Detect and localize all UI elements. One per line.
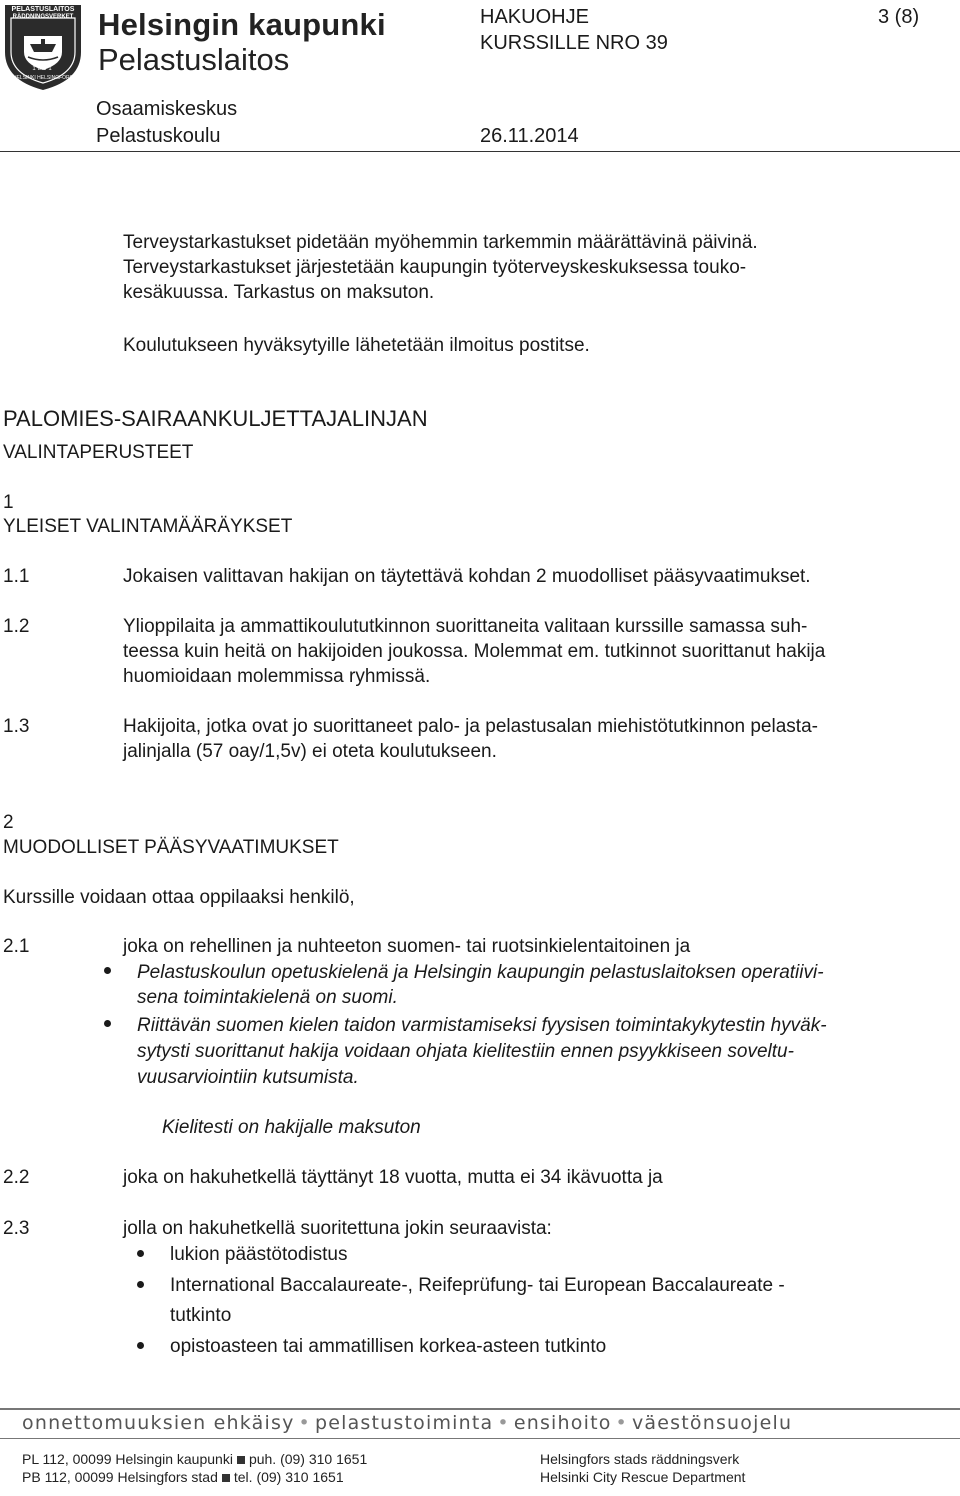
doc-subtitle: KURSSILLE NRO 39 [480,32,668,54]
contact-swedish [22,1468,344,1486]
intro-line-3: kesäkuussa. Tarkastus on maksuton. [123,282,435,303]
item-2-1-number: 2.1 [3,936,30,957]
seal-text-top: PELASTUSLAITOS [11,6,75,13]
square-separator-icon [222,1474,230,1482]
item-2-1-bullet-2-line-1: Riittävän suomen kielen taidon varmistamiseksi fyysisen toimintakykytestin hyväk- [137,1015,827,1036]
swedish-dept-name: Helsingfors stads räddningsverk [540,1451,740,1467]
item-2-1-bullet-2-line-2: sytysti suorittanut hakija voidaan ohjata kielitestiin ennen psyykkiseen soveltu- [137,1041,794,1062]
fi-phone: puh. (09) 310 1651 [248,1451,368,1467]
square-separator-icon [237,1456,245,1464]
bullet-marker [137,1342,144,1349]
footer-bottom-rule [0,1438,960,1439]
intro-line-2: Terveystarkastukset järjestetään kaupungin työterveyskeskuksessa touko- [123,257,747,278]
department: Osaamiskeskus [96,98,238,120]
city-seal-logo [2,2,84,92]
item-2-2-number: 2.2 [3,1167,30,1188]
separator-dot-icon: • [298,1412,311,1434]
separator-dot-icon: • [615,1412,628,1434]
slogan-rescue: pelastustoiminta [314,1412,494,1434]
item-1-1-number: 1.1 [3,566,30,587]
section-2-intro: Kurssille voidaan ottaa oppilaaksi henkilö, [3,887,355,908]
seal-text-mid: RÄDDNINGSVERKET [12,14,74,20]
item-1-3-line-2: jalinjalla (57 oay/1,5v) ei oteta koulutukseen. [123,741,497,762]
date: 26.11.2014 [480,125,579,147]
slogan-prevention: onnettomuuksien ehkäisy [22,1412,295,1434]
item-1-1-text: Jokaisen valittavan hakijan on täytettävä kohdan 2 muodolliset pääsyvaatimukset. [123,566,811,587]
item-1-2-line-2: teessa kuin heitä on hakijoiden joukossa. Molemmat em. tutkinnot suorittanut hakija [123,641,826,662]
item-2-3-text: jolla on hakuhetkellä suoritettuna jokin seuraavista: [123,1218,552,1239]
doc-type: HAKUOHJE [480,6,589,28]
org-unit: Pelastuslaitos [98,42,290,77]
item-2-1-bullet-1-line-2: sena toimintakielenä on suomi. [137,987,398,1008]
item-2-2-text: joka on hakuhetkellä täyttänyt 18 vuotta, mutta ei 34 ikävuotta ja [123,1167,663,1188]
item-2-1-bullet-1-line-1: Pelastuskoulun opetuskielenä ja Helsingin kaupungin pelastuslaitoksen operatiivi- [137,962,824,983]
item-1-2-line-1: Ylioppilaita ja ammattikoulututkinnon suorittaneita valitaan kurssille samassa suh- [123,616,808,637]
item-2-1-text: joka on rehellinen ja nuhteeton suomen- tai ruotsinkielentaitoinen ja [123,936,691,957]
slogan-civil-defence: väestönsuojelu [631,1412,793,1434]
item-2-3-bullet-1: lukion päästötodistus [170,1244,348,1265]
item-1-2-line-3: huomioidaan molemmissa ryhmissä. [123,666,431,687]
seal-text-bottom: HELSINKI HELSINGFORS [12,75,73,81]
sv-phone: tel. (09) 310 1651 [233,1469,344,1485]
contact-finnish [22,1450,367,1468]
org-name: Helsingin kaupunki [98,7,386,42]
slogan-ems: ensihoito [513,1412,612,1434]
fi-address: PL 112, 00099 Helsingin kaupunki [22,1451,233,1467]
sv-address: PB 112, 00099 Helsingfors stad [22,1469,218,1485]
section-2-number: 2 [3,812,14,833]
section-1-title: YLEISET VALINTAMÄÄRÄYKSET [3,516,293,537]
item-2-1-bullet-2-line-3: vuusarviointiin kutsumista. [137,1067,359,1088]
bullet-marker [137,1250,144,1257]
notice-text: Koulutukseen hyväksytyille lähetetään ilmoitus postitse. [123,335,590,356]
separator-dot-icon: • [497,1412,510,1434]
footer-top-rule [0,1408,960,1410]
bullet-marker [137,1281,144,1288]
section-1-number: 1 [3,492,14,513]
item-1-3-number: 1.3 [3,716,30,737]
item-2-3-bullet-2-line-1: International Baccalaureate-, Reifeprüfung- tai European Baccalaureate - [170,1275,785,1296]
item-2-3-bullet-3: opistoasteen tai ammatillisen korkea-asteen tutkinto [170,1336,607,1357]
school: Pelastuskoulu [96,125,221,147]
english-dept-name: Helsinki City Rescue Department [540,1469,746,1485]
section-title-line-1: PALOMIES-SAIRAANKULJETTAJALINJAN [3,406,428,431]
seal-year: 1861 [32,66,54,72]
intro-line-1: Terveystarkastukset pidetään myöhemmin tarkemmin määrättävinä päivinä. [123,232,758,253]
header-divider [0,151,960,152]
bullet-marker [104,1020,111,1027]
footer-slogan [22,1412,792,1434]
section-2-title: MUODOLLISET PÄÄSYVAATIMUKSET [3,837,339,858]
bullet-marker [104,967,111,974]
item-1-2-number: 1.2 [3,616,30,637]
section-title-line-2: VALINTAPERUSTEET [3,442,194,463]
language-test-note: Kielitesti on hakijalle maksuton [162,1117,421,1138]
item-1-3-line-1: Hakijoita, jotka ovat jo suorittaneet palo- ja pelastusalan miehistötutkinnon pelasta- [123,716,818,737]
item-2-3-number: 2.3 [3,1218,30,1239]
item-2-3-bullet-2-line-2: tutkinto [170,1305,232,1326]
page-number: 3 (8) [878,6,920,28]
